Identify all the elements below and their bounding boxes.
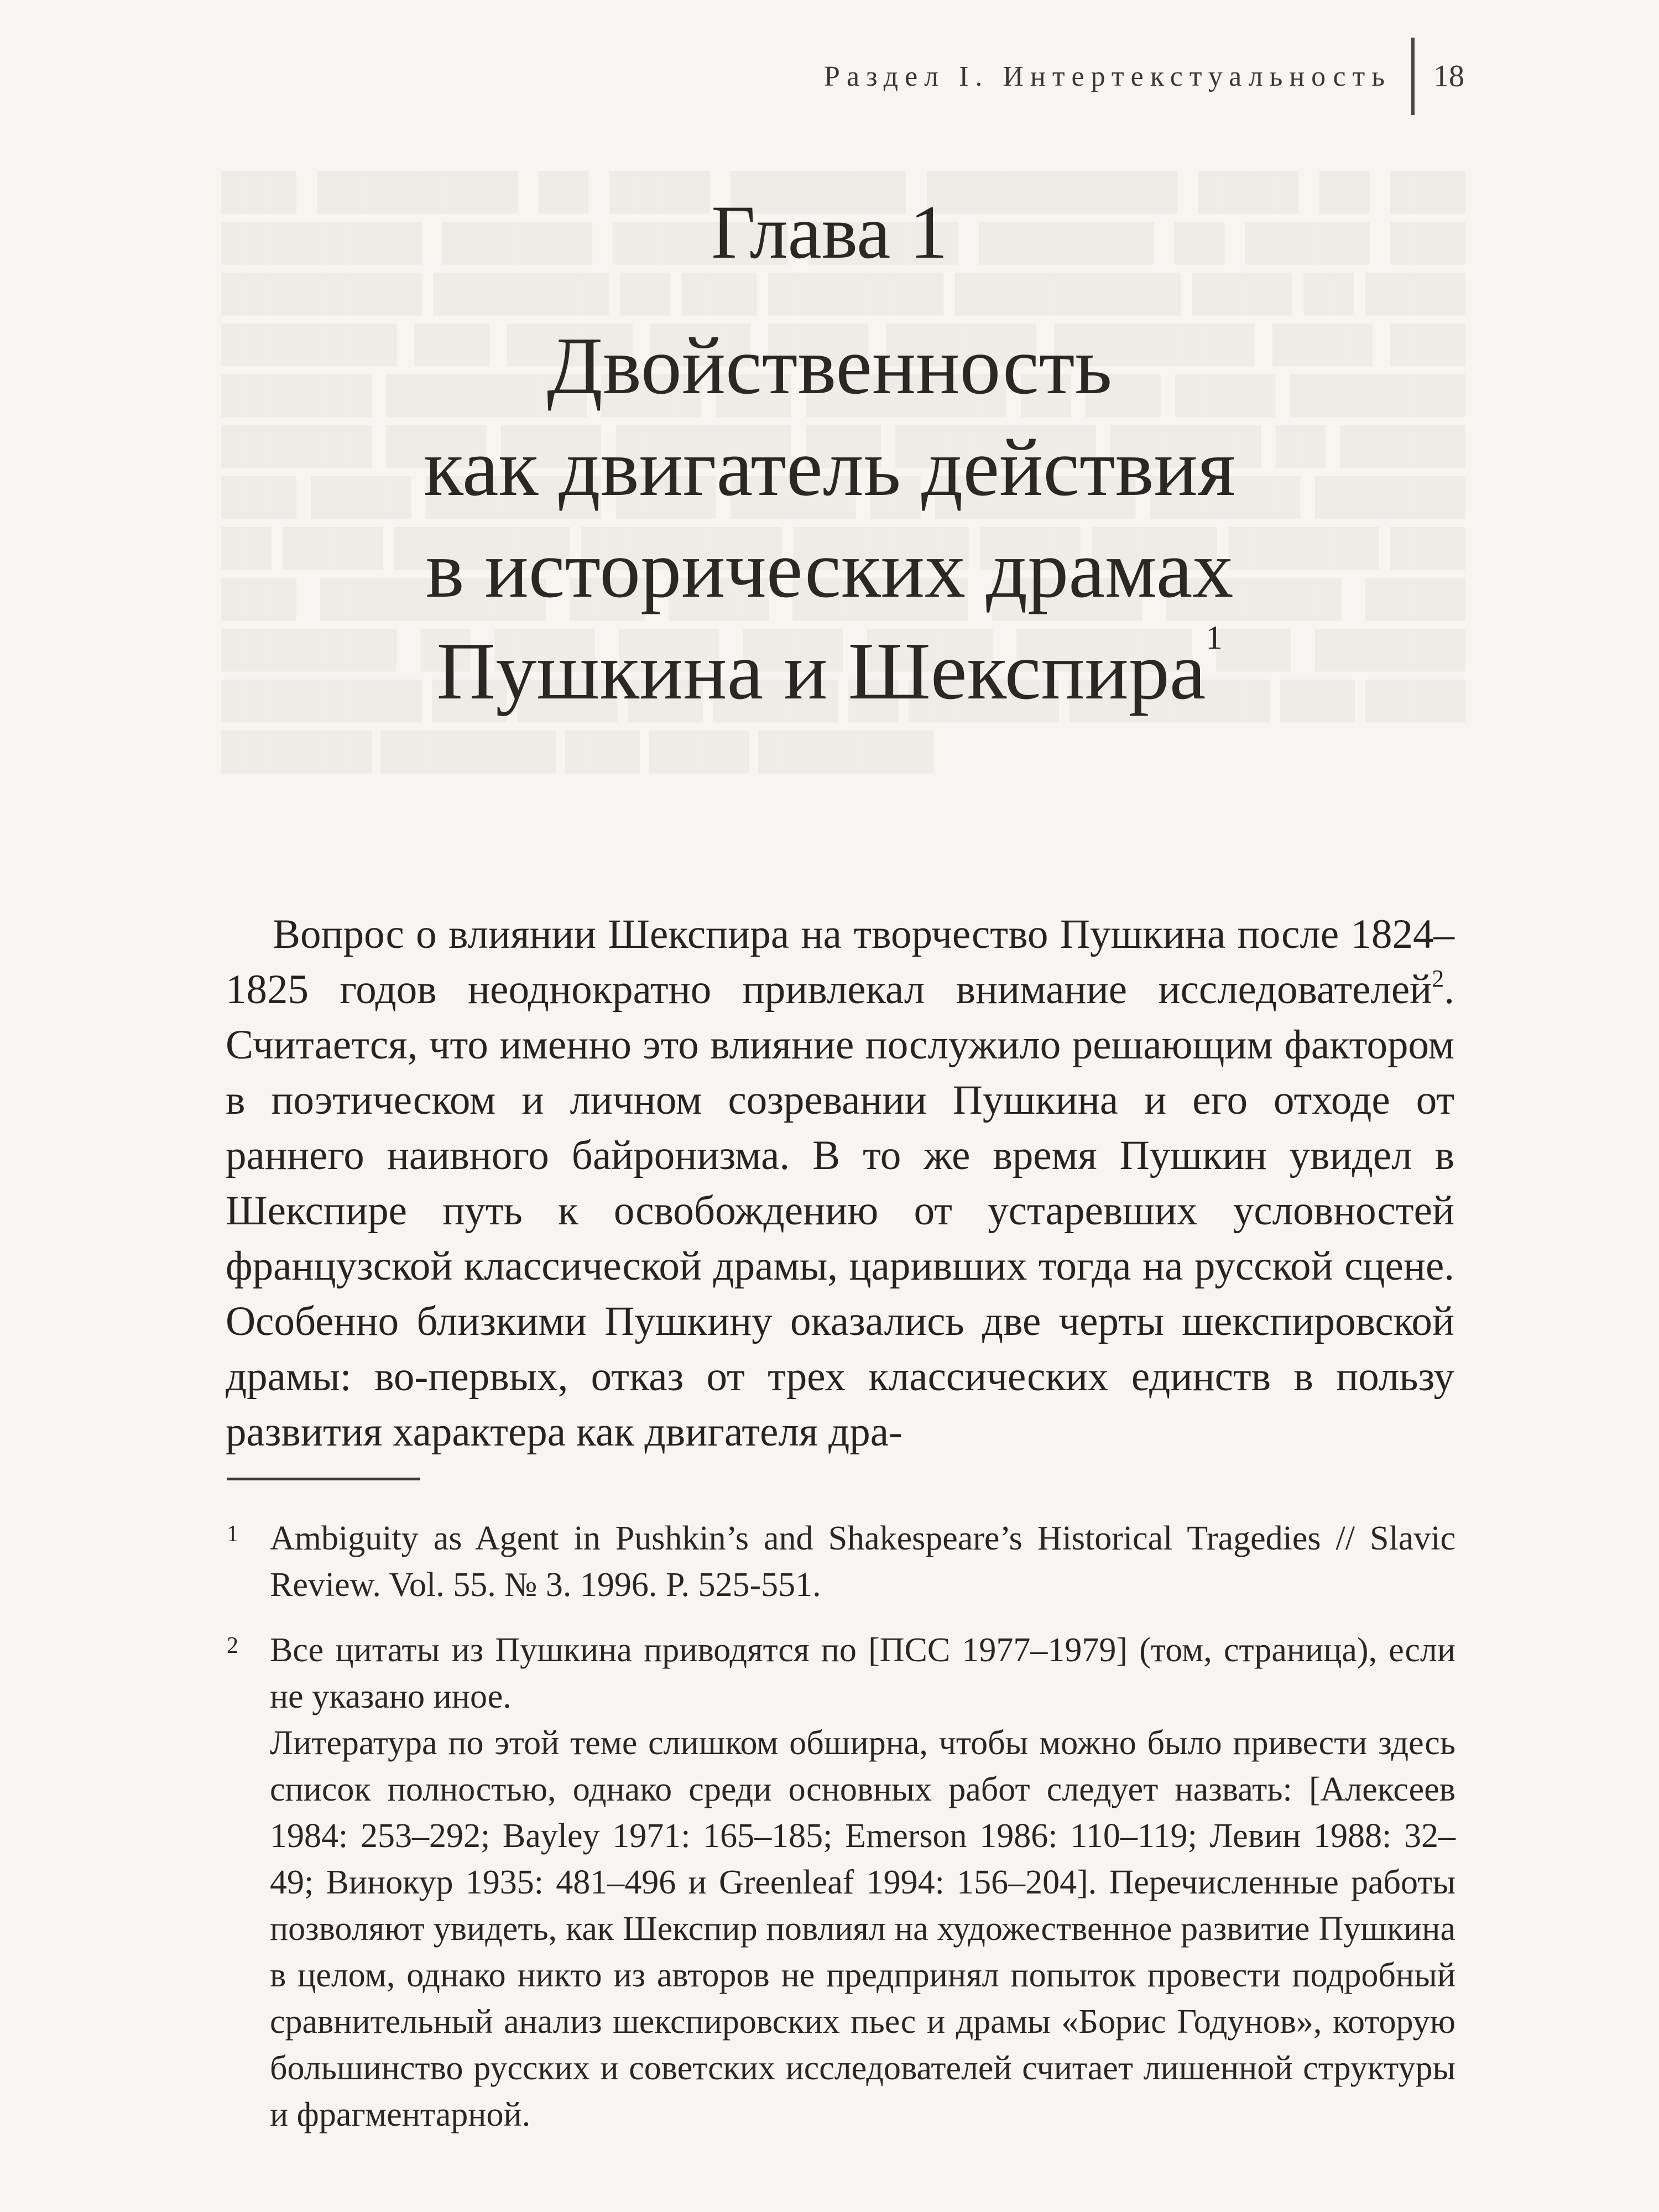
chapter-heading: [182, 188, 1477, 722]
footnote-number: 1: [227, 1521, 238, 1547]
footnote-text-continued: Литература по этой теме слишком обширна, чтобы можно было привести здесь список полностью, однако среди основных работ следует назвать: [Алексеев 1984: 253–292; Bayley 1971: 165–185; Emerson 1986: 110–119; Левин 1988: 32–49; Винокур 1935: 481–496 и Greenleaf 1994: 156–204]. Перечисленные работы позволяют увидеть, как Шекспир повлиял на художественное развитие Пушкина в целом, однако никто из авторов не предпринял попыток провести подробный сравнительный анализ шекспировских пьес и драмы «Борис Годунов», которую большинство русских и советских исследователей считает лишенной структуры и фрагментарной.: [270, 1724, 1455, 2133]
chapter-title-line: в исторических драмах: [425, 524, 1234, 615]
running-head-divider: [1411, 38, 1415, 115]
body-text-part2: . Считается, что именно это влияние послужило решающим фактором в поэтическом и личном созревании Пушкина и его отходе от раннего наивного байронизма. В то же время Пушкин увидел в Шекспире путь к освобождению от устаревших условностей французской классической драмы, царивших тогда на русской сцене. Особенно близкими Пушкину оказались две черты шекспировской драмы: во-первых, отказ от трех классических единств в пользу развития характера как двигателя дра-: [226, 967, 1454, 1455]
footnote-ref-1: 1: [1206, 619, 1223, 656]
chapter-title-line: Двойственность: [546, 321, 1113, 411]
chapter-title-last-text: Пушкина и Шекспира: [436, 626, 1206, 717]
footnotes: [227, 1515, 1455, 2157]
body-paragraph: [226, 907, 1454, 1460]
chapter-title: [182, 315, 1477, 722]
chapter-label: Глава 1: [711, 190, 948, 274]
footnote-text: Ambiguity as Agent in Pushkin’s and Shakespeare’s Historical Tragedies // Slavic Review. Vol. 55. № 3. 1996. P. 525-551.: [270, 1520, 1455, 1604]
footnote-1: [227, 1515, 1455, 1608]
body-text-part1: Вопрос о влиянии Шекспира на творчество Пушкина после 1824–1825 годов неоднократно привлекал внимание исследователей: [226, 911, 1454, 1013]
footnote-2: [227, 1627, 1455, 2138]
footnote-ref-2: 2: [1432, 965, 1444, 992]
footnote-separator: [227, 1478, 420, 1480]
page-number: 18: [1433, 59, 1464, 93]
chapter-title-line: [182, 620, 1477, 722]
footnote-number: 2: [227, 1633, 238, 1658]
running-head-section: Раздел I. Интертекстуальность: [824, 60, 1391, 92]
footnote-text: Все цитаты из Пушкина приводятся по [ПСС 1977–1979] (том, страница), если не указано иное.: [270, 1631, 1455, 1715]
chapter-title-line: как двигатель действия: [424, 422, 1235, 513]
running-head: [824, 43, 1464, 109]
